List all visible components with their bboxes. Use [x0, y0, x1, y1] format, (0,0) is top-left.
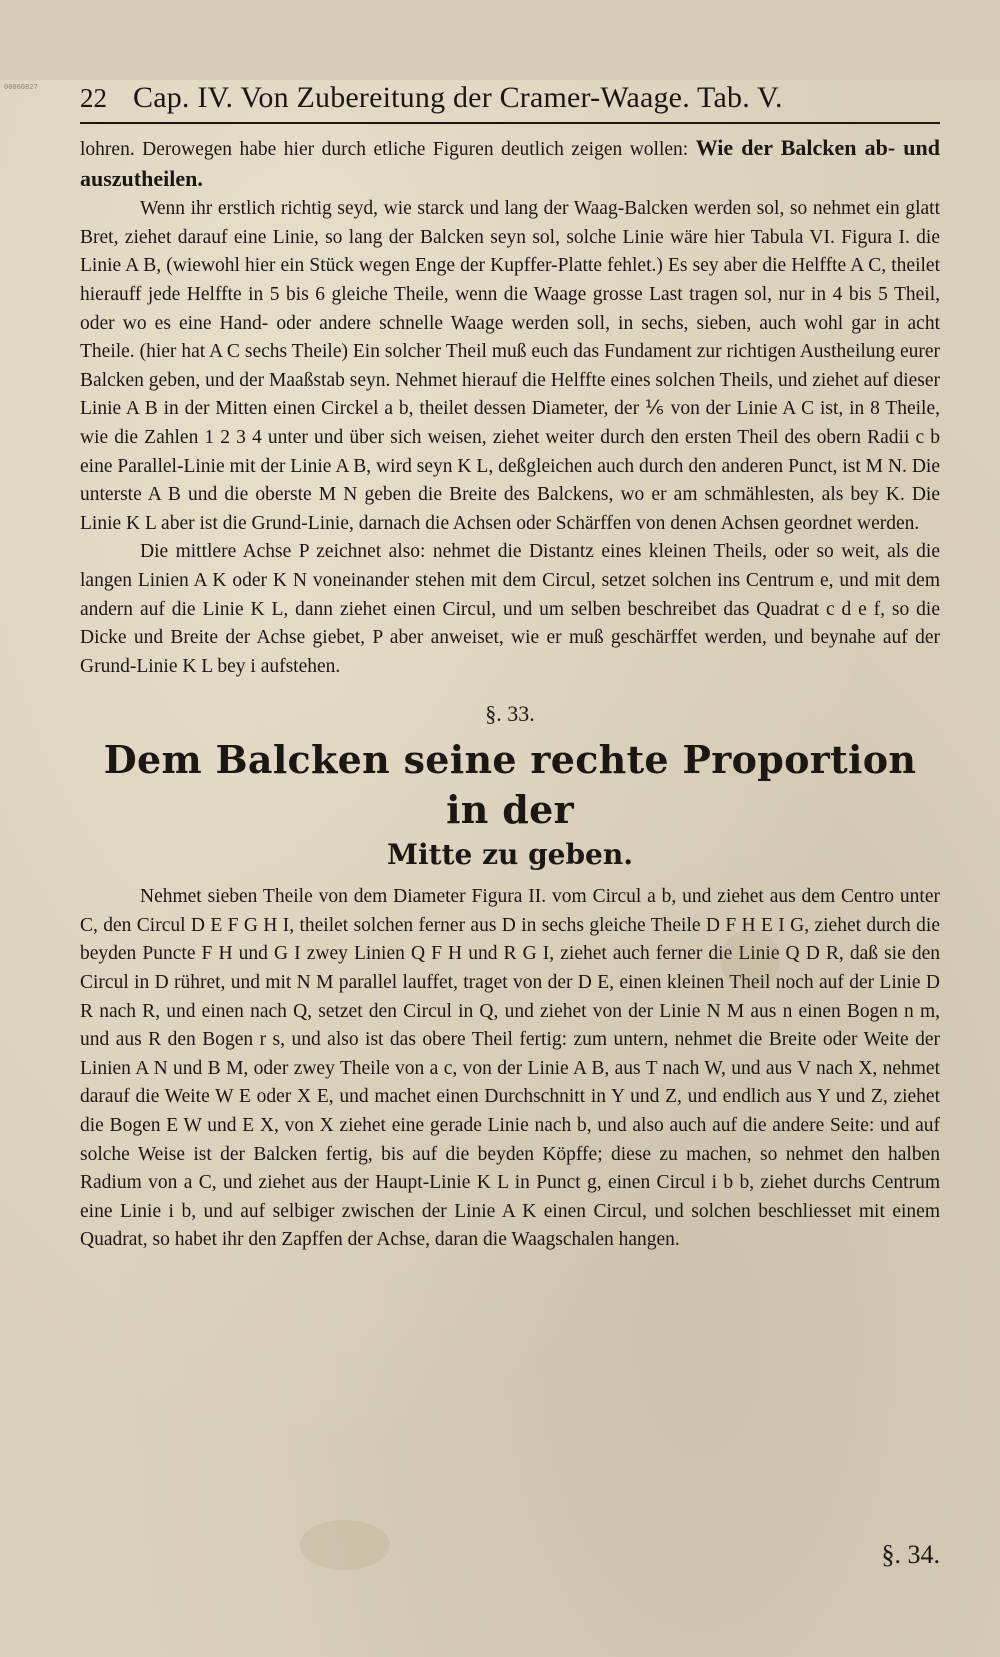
emphasized-subtitle: Wie der Balcken ab- und auszutheilen.: [80, 135, 941, 191]
continuation-text: lohren. Derowegen habe hier durch etliche Figuren deutlich zeigen wollen:: [80, 139, 689, 160]
running-header: [80, 80, 940, 124]
page-number: 22: [80, 83, 107, 113]
book-page: [0, 80, 1000, 1657]
paragraph-2: Die mittlere Achse P zeichnet also: nehmet die Distantz eines kleinen Theils, oder so weit, als die langen Linien A K oder K N voneinander stehen mit dem Circul, setzet solchen ins Centrum e, und mit dem andern auf die Linie K L, dann ziehet einen Circul, und um selben beschreibet das Quadrat c d e f, so die Dicke und Breite der Achse giebet, P aber anweiset, wie er muß geschärffet werden, und beynahe auf der Grund-Linie K L bey i aufstehen.: [80, 541, 940, 677]
scan-id: 00060827: [4, 83, 38, 91]
paragraph-1: Wenn ihr erstlich richtig seyd, wie starck und lang der Waag-Balcken werden sol, so nehmet ein glatt Bret, ziehet darauf eine Linie, so lang der Balcken seyn sol, solche Linie wäre hier Tabula VI. Figura I. die Linie A B, (wiewohl hier ein Stück wegen Enge der Kupffer-Platte fehlet.) Es sey aber die Helffte A C, theilet hierauff jede Helffte in 5 bis 6 gleiche Theile, wenn die Waage grosse Last tragen sol, nur in 4 bis 5 Theil, oder wo es eine Hand- oder andere schnelle Waage werden soll, in sechs, sieben, auch wohl gar in acht Theile. (hier hat A C sechs Theile) Ein solcher Theil muß euch das Fundament zur richtigen Austheilung eurer Balcken geben, und der Maaßstab seyn. Nehmet hierauf die Helffte eines solchen Theils, und ziehet auf dieser Linie A B in der Mitten einen Circkel a b, theilet dessen Diameter, der ⅙ von der Linie A C ist, in 8 Theile, wie die Zahlen 1 2 3 4 unter und über sich weisen, ziehet weiter durch den ersten Theil des obern Radii c b eine Parallel-Linie mit der Linie A B, wird seyn K L, deßgleichen auch durch den anderen Punct, ist M N. Die unterste A B und die oberste M N geben die Breite des Balckens, wo er am schmählesten, als bey K. Die Linie K L aber ist die Grund-Linie, darnach die Achsen oder Schärffen von denen Achsen geordnet werden.: [80, 198, 940, 534]
section-heading-line1: Dem Balcken seine rechte Proportion in der: [103, 737, 917, 833]
section-heading-line2: Mitte zu geben.: [387, 838, 633, 872]
main-text: [80, 134, 940, 1255]
running-title: Cap. IV. Von Zubereitung der Cramer-Waage. Tab. V.: [133, 81, 783, 114]
section-number: §. 33.: [485, 701, 535, 727]
paper-stain: [720, 930, 780, 990]
catchword: §. 34.: [881, 1540, 940, 1569]
continuation-paragraph: [80, 134, 940, 195]
section-paragraph: Nehmet sieben Theile von dem Diameter Figura II. vom Circul a b, und ziehet aus dem Centro unter C, den Circul D E F G H I, theilet solchen ferner aus D in sechs gleiche Theile D F H E I G, ziehet durch die beyden Puncte F H und G I zwey Linien Q F H und R G I, ziehet auch ferner die Linie Q D R, daß sie den Circul in D rühret, und mit N M parallel lauffet, traget von der D E, einen kleinen Theil noch auf der Linie D R nach R, und einen nach Q, setzet den Circul in Q, und ziehet von der Linie N M aus n einen Bogen n m, und aus R den Bogen r s, und also ist das obere Theil fertig: zum untern, nehmet die Breite oder Weite der Linien A N und B M, oder zwey Theile von a c, von der Linie A B, aus T nach W, und aus V nach X, nehmet darauf die Weite W E oder X E, und machet einen Durchschnitt in Y und Z, und endlich aus Y und Z, ziehet die Bogen E W und E X, von X ziehet eine gerade Linie nach b, und also auch auf die andere Seite: und auf solche Weise ist der Balcken fertig, bis auf die beyden Köpffe; diese zu machen, so nehmet den halben Radium von a C, und ziehet aus der Haupt-Linie K L in Punct g, einen Circul i b b, ziehet durchs Centrum eine Linie i b, und auf selbiger zwischen der Linie A K einen Circul, und solchen beschliesset mit einem Quadrat, so habet ihr den Zapffen der Achse, daran die Waagschalen hangen.: [80, 886, 940, 1251]
paper-stain: [300, 1520, 390, 1570]
